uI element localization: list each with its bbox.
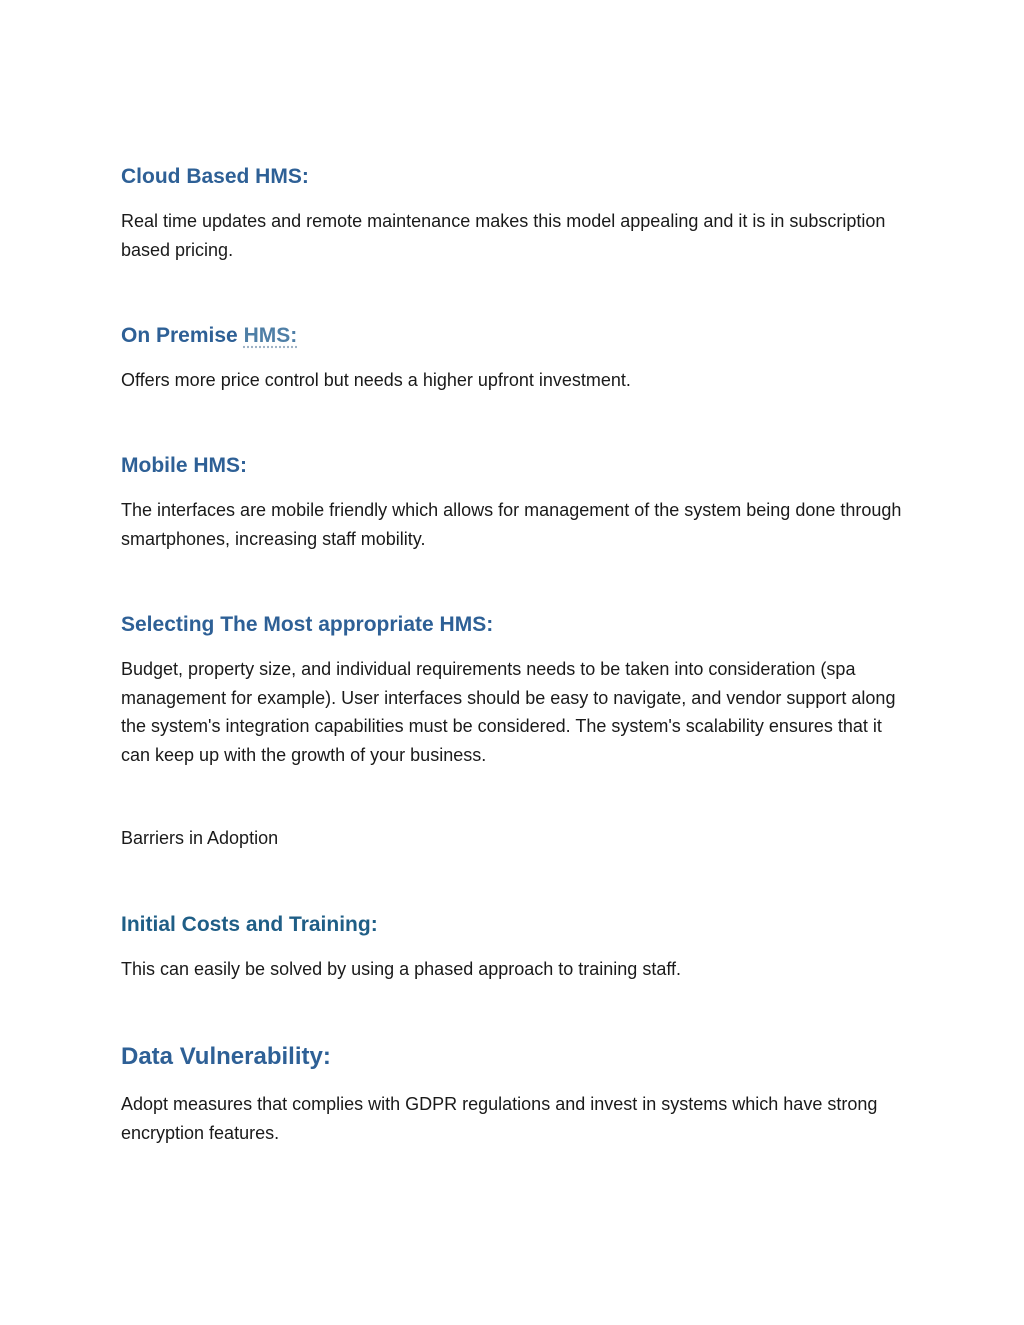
heading-mobile-hms: Mobile HMS: [121,454,247,477]
heading-selecting-hms: Selecting The Most appropriate HMS: [121,613,494,636]
heading-initial-costs: Initial Costs and Training: [121,913,378,936]
heading-data-vulnerability: Data Vulnerability: [121,1043,331,1070]
paragraph-selecting-hms: Budget, property size, and individual requirements needs to be taken into consideration (spa management for example). User interfaces should be easy to navigate, and vendor support along the system's integration capabilities must be considered. The system's scalability ensures that it can keep up with the growth of your business. [121,659,896,765]
heading-cloud-based-hms: Cloud Based HMS: [121,165,309,188]
paragraph-initial-costs: This can easily be solved by using a phased approach to training staff. [121,959,682,979]
paragraph-on-premise-hms: Offers more price control but needs a higher upfront investment. [121,370,631,390]
paragraph-cloud-based-hms: Real time updates and remote maintenance makes this model appealing and it is in subscription based pricing. [121,211,886,260]
heading-on-premise-hms [121,323,297,349]
paragraph-mobile-hms: The interfaces are mobile friendly which allows for management of the system being done through smartphones, increasing staff mobility. [121,500,902,549]
paragraph-data-vulnerability: Adopt measures that complies with GDPR regulations and invest in systems which have strong encryption features. [121,1094,878,1143]
heading-on-premise-prefix: On Premise [121,324,238,347]
plain-line-barriers: Barriers in Adoption [121,828,279,848]
heading-hms-link[interactable]: HMS: [243,324,298,347]
